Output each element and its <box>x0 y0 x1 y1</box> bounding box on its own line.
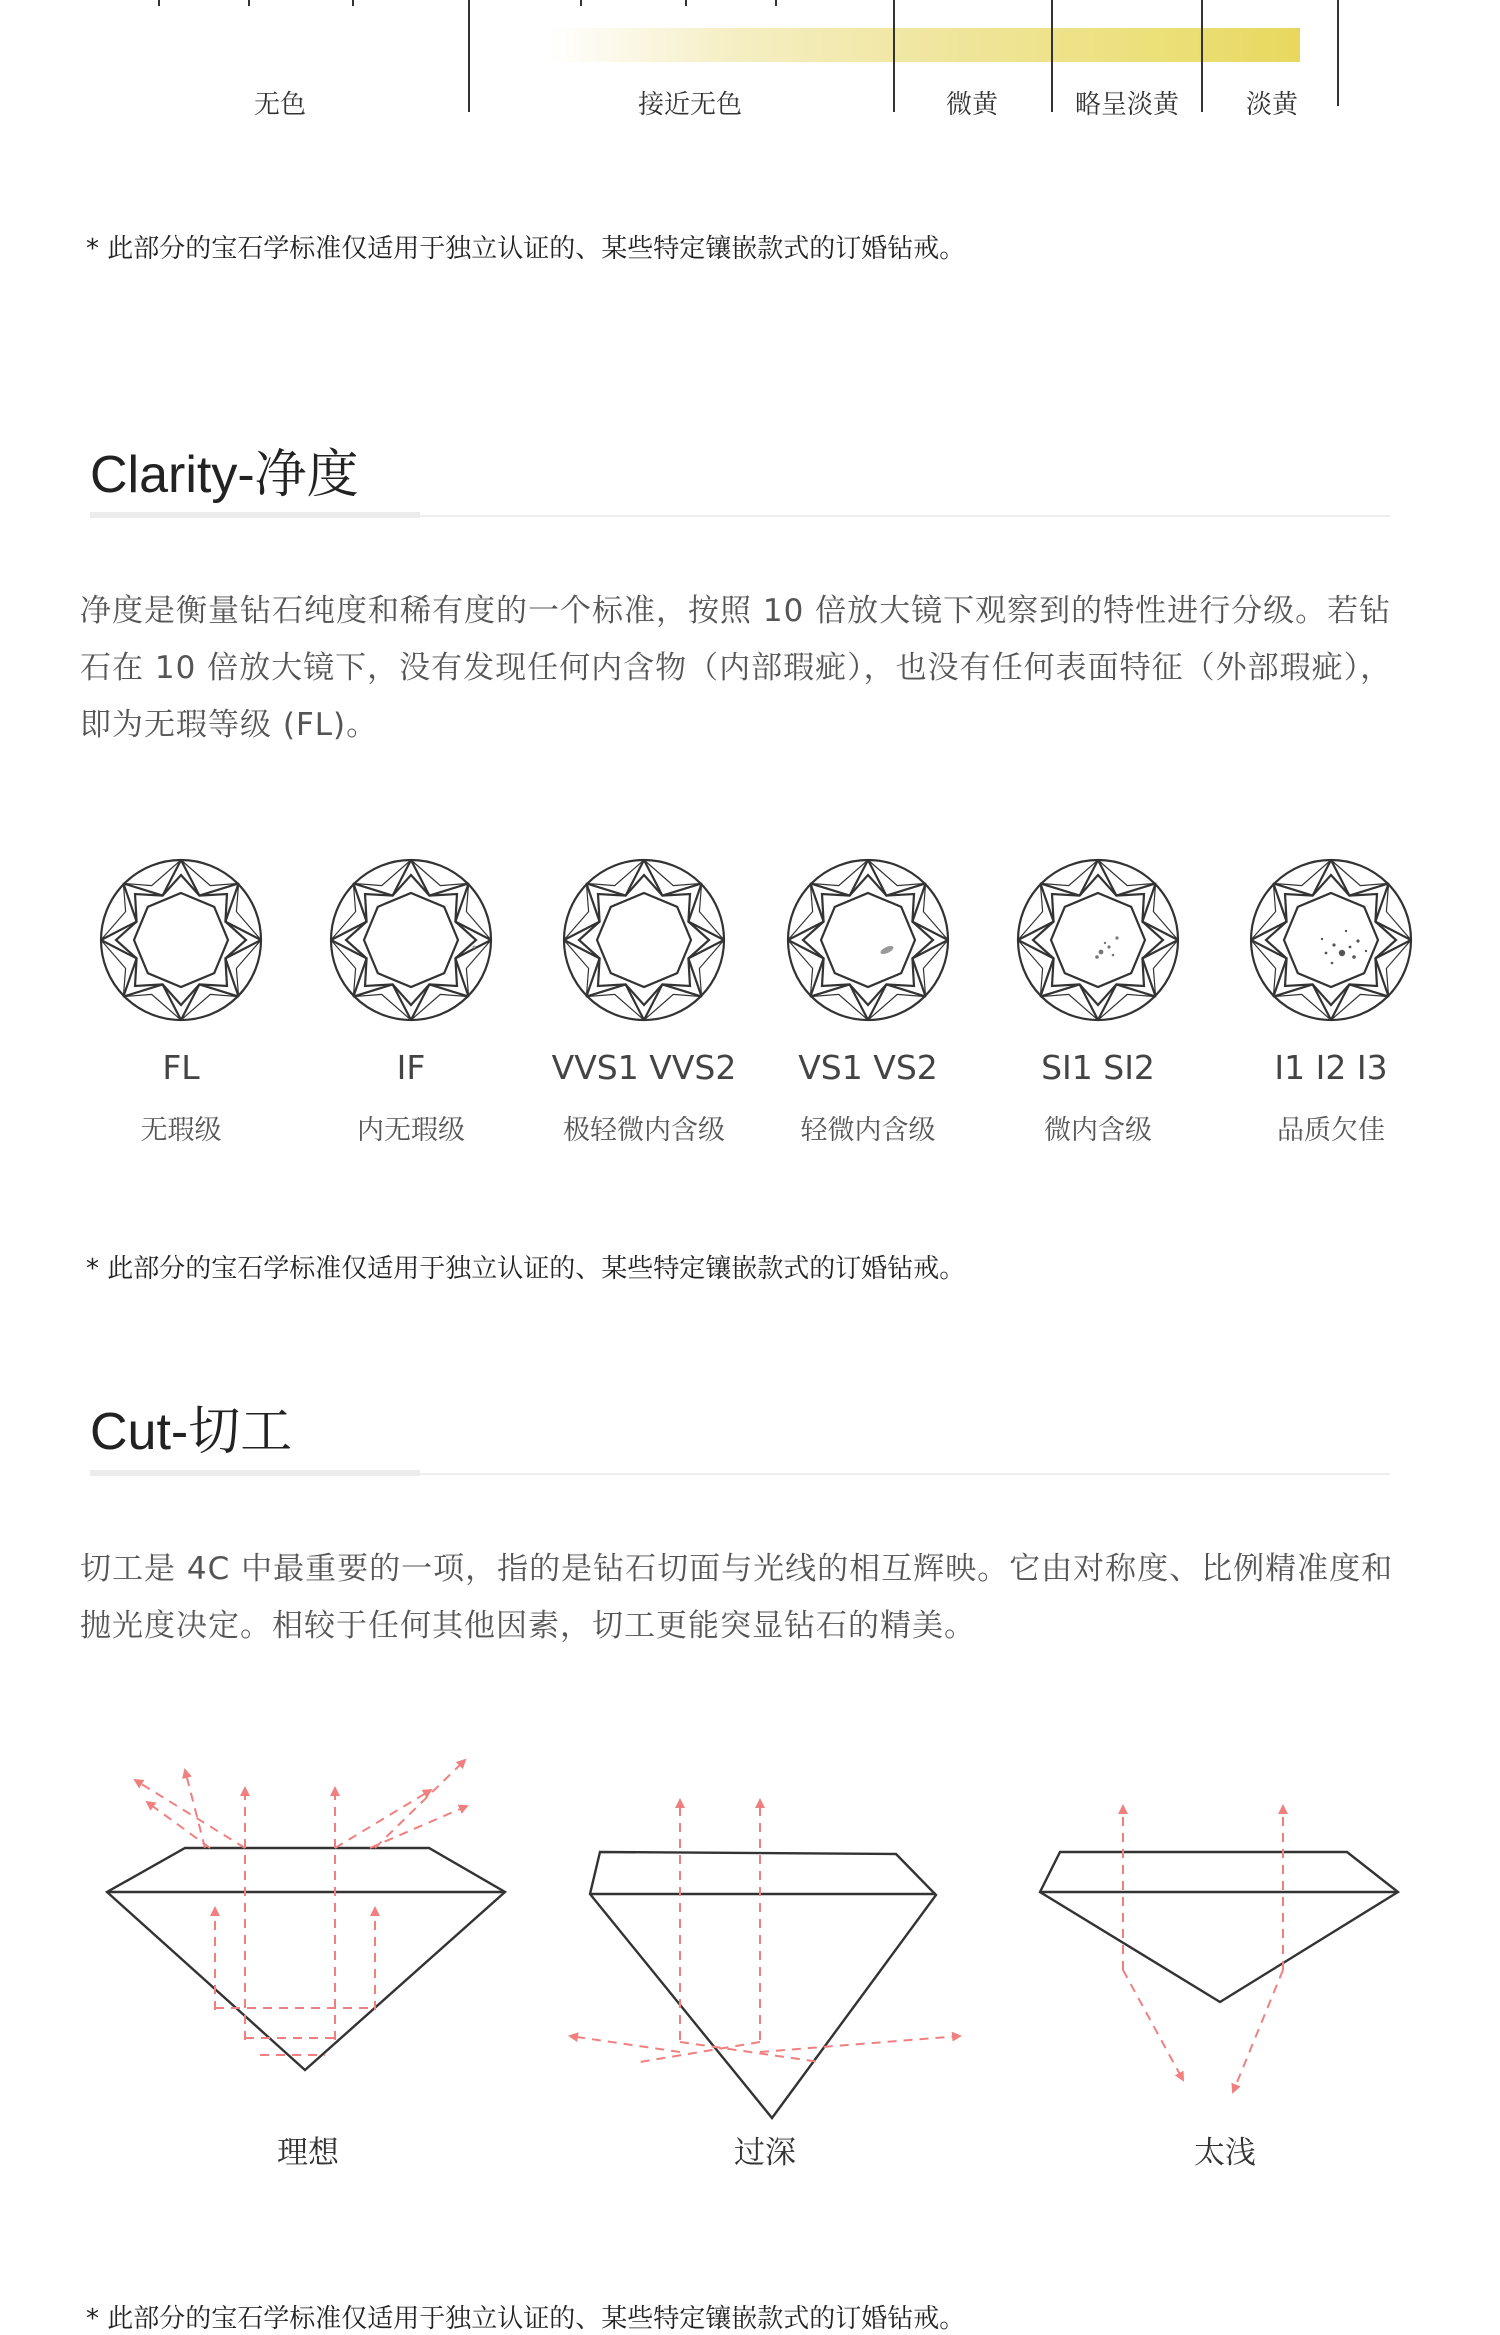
clarity-description: 净度是衡量钻石纯度和稀有度的一个标准，按照 10 倍放大镜下观察到的特性进行分级。若钻石在 10 倍放大镜下，没有发现任何内含物（内部瑕疵），也没有任何表面特征（外部瑕疵），即为无瑕等级 (FL)。 <box>80 593 1393 743</box>
shallow-cut-diagram-icon <box>1005 1740 1445 2100</box>
diamond-top-icon <box>559 855 729 1025</box>
grade-code: VS1 VS2 <box>798 1048 938 1087</box>
diamond-top-icon <box>783 855 953 1025</box>
scale-tick <box>580 0 582 6</box>
grade-name: 内无瑕级 <box>357 1115 465 1146</box>
diamond-top-icon <box>1013 855 1183 1025</box>
cut-title: Cut-切工 <box>90 1403 293 1461</box>
clarity-title-underline <box>90 512 420 518</box>
color-gradient-bar <box>548 28 1300 62</box>
grade-code: FL <box>162 1048 200 1087</box>
diamond-top-icon <box>1246 855 1416 1025</box>
grade-name: 品质欠佳 <box>1277 1115 1385 1146</box>
disclaimer-note: * 此部分的宝石学标准仅适用于独立认证的、某些特定镶嵌款式的订婚钻戒。 <box>86 2304 966 2334</box>
scale-label-very-light-yellow: 略呈淡黄 <box>1074 90 1180 120</box>
diamond-top-icon <box>326 855 496 1025</box>
cut-label-deep: 过深 <box>734 2135 796 2171</box>
scale-divider <box>1201 0 1203 112</box>
grade-name: 无瑕级 <box>140 1115 222 1146</box>
diamond-top-icon <box>96 855 266 1025</box>
grade-code: I1 I2 I3 <box>1274 1048 1388 1087</box>
cut-title-underline <box>90 1470 420 1476</box>
grade-code: VVS1 VVS2 <box>551 1048 737 1087</box>
clarity-title: Clarity-净度 <box>90 446 359 504</box>
scale-divider <box>1051 0 1053 112</box>
scale-tick <box>248 0 250 6</box>
cut-label-shallow: 太浅 <box>1194 2135 1256 2171</box>
grade-name: 极轻微内含级 <box>563 1115 725 1146</box>
deep-cut-diagram-icon <box>550 1740 990 2120</box>
scale-label-light-yellow: 淡黄 <box>1245 90 1299 120</box>
grade-name: 轻微内含级 <box>800 1115 936 1146</box>
scale-divider <box>893 0 895 112</box>
scale-label-colorless: 无色 <box>253 90 307 120</box>
grade-name: 微内含级 <box>1044 1115 1152 1146</box>
disclaimer-note: * 此部分的宝石学标准仅适用于独立认证的、某些特定镶嵌款式的订婚钻戒。 <box>86 1254 966 1284</box>
scale-tick <box>775 0 777 6</box>
grade-code: IF <box>396 1048 426 1087</box>
grade-code: SI1 SI2 <box>1041 1048 1155 1087</box>
scale-label-near-colorless: 接近无色 <box>637 90 743 120</box>
disclaimer-note: * 此部分的宝石学标准仅适用于独立认证的、某些特定镶嵌款式的订婚钻戒。 <box>86 234 966 264</box>
ideal-cut-diagram-icon <box>95 1740 535 2080</box>
scale-divider <box>468 0 470 112</box>
scale-divider <box>1337 0 1339 106</box>
scale-tick <box>685 0 687 6</box>
scale-tick <box>352 0 354 6</box>
scale-tick <box>158 0 160 6</box>
cut-description: 切工是 4C 中最重要的一项，指的是钻石切面与光线的相互辉映。它由对称度、比例精准度和抛光度决定。相较于任何其他因素，切工更能突显钻石的精美。 <box>80 1551 1394 1644</box>
scale-label-faint-yellow: 微黄 <box>945 90 999 120</box>
cut-label-ideal: 理想 <box>277 2135 339 2171</box>
